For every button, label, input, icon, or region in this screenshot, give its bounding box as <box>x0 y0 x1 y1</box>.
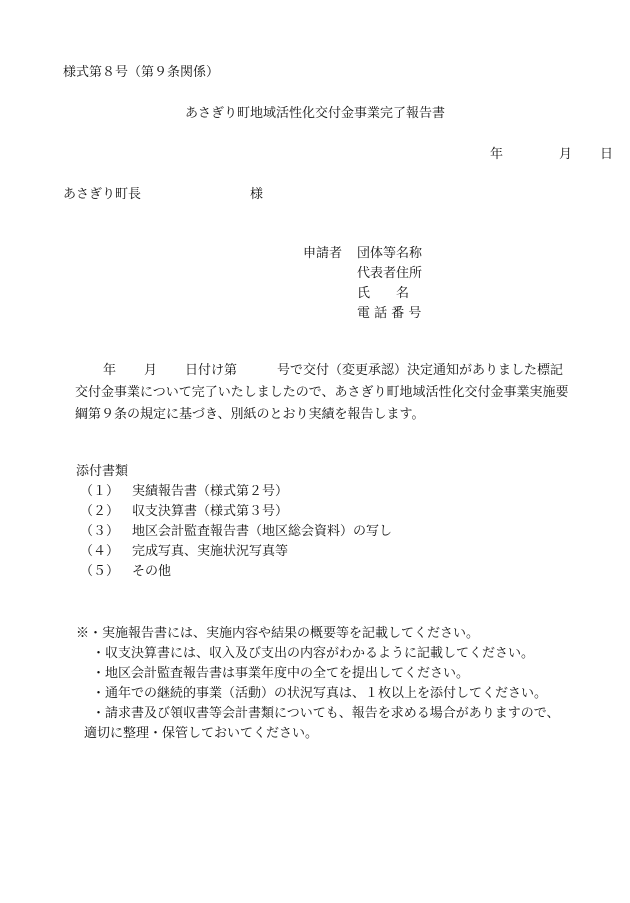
applicant-field-name: 氏 名 <box>357 286 410 301</box>
body-line1-rest: 号で交付（変更承認）決定通知がありました標記 <box>277 363 564 378</box>
form-number: 様式第８号（第９条関係） <box>63 65 220 80</box>
recipient-name: あさぎり町長 <box>63 187 142 202</box>
body-date-number: 日付け第 <box>185 363 238 378</box>
recipient-honorific: 様 <box>250 187 264 202</box>
attachment-number: （３） <box>80 524 120 539</box>
date-month-label: 月 <box>559 147 573 162</box>
attachment-number: （２） <box>80 504 120 519</box>
attachment-item <box>76 483 392 503</box>
attachment-text: 収支決算書（様式第３号） <box>132 504 289 519</box>
body-year: 年 <box>103 363 117 378</box>
attachments <box>76 463 392 583</box>
attachment-text: 実績報告書（様式第２号） <box>132 484 289 499</box>
attachment-item <box>76 543 392 563</box>
attachment-item <box>76 523 392 543</box>
attachment-number: （４） <box>80 544 120 559</box>
applicant-field-organization: 団体等名称 <box>357 246 423 261</box>
attachment-item <box>76 563 392 583</box>
date-year-label: 年 <box>490 147 504 162</box>
report-body-line-1 <box>75 360 585 382</box>
note-line: ※・実施報告書には、実施内容や結果の概要等を記載してください。 <box>76 626 480 641</box>
applicant-fields <box>357 245 422 325</box>
attachment-item <box>76 503 392 523</box>
body-month: 月 <box>144 363 158 378</box>
note-line: ・請求書及び領収書等会計書類についても、報告を求める場合がありますので、 <box>92 706 560 721</box>
attachment-text: 地区会計監査報告書（地区総会資料）の写し <box>132 524 393 539</box>
attachment-number: （１） <box>80 484 120 499</box>
report-body-line-3: 綱第９条の規定に基づき、別紙のとおり実績を報告します。 <box>75 407 425 422</box>
notes <box>76 625 559 745</box>
document-title: あさぎり町地域活性化交付金事業完了報告書 <box>184 106 445 121</box>
report-body-line-2: 交付金事業について完了いたしましたので、あさぎり町地域活性化交付金事業実施要 <box>75 385 569 400</box>
applicant-label: 申請者 <box>303 246 343 261</box>
recipient <box>63 186 264 204</box>
date-day-label: 日 <box>600 147 614 162</box>
note-line: ・収支決算書には、収入及び支出の内容がわかるように記載してください。 <box>92 646 535 661</box>
attachments-heading: 添付書類 <box>76 464 129 479</box>
attachment-text: その他 <box>132 564 172 579</box>
attachment-text: 完成写真、実施状況写真等 <box>132 544 289 559</box>
report-body <box>75 360 585 426</box>
note-line: ・地区会計監査報告書は事業年度中の全てを提出してください。 <box>92 666 470 681</box>
note-line: 適切に整理・保管しておいてください。 <box>84 726 319 741</box>
applicant-field-phone: 電 話 番 号 <box>357 306 422 321</box>
attachment-number: （５） <box>80 564 120 579</box>
note-line: ・通年での継続的事業（活動）の状況写真は、１枚以上を添付してください。 <box>92 686 548 701</box>
applicant-field-address: 代表者住所 <box>357 266 423 281</box>
date-line <box>490 146 613 164</box>
